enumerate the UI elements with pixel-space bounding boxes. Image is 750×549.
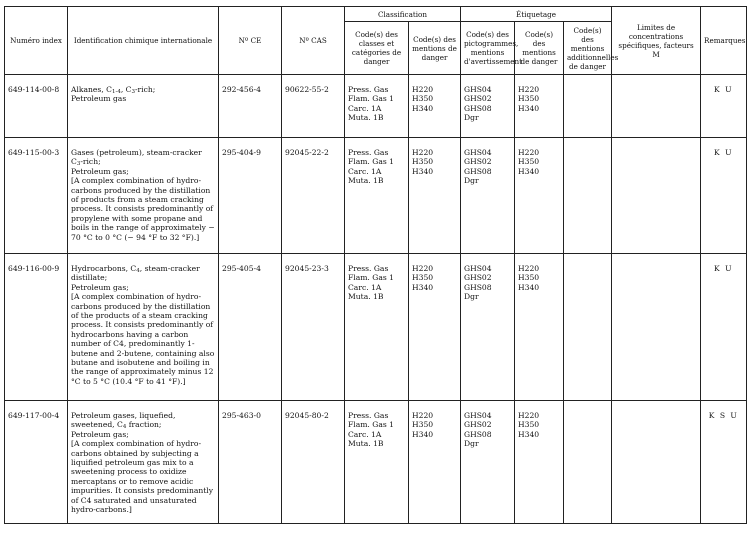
index-number: 649-115-00-3: [5, 138, 68, 254]
cas-number: 92045-23-3: [282, 254, 345, 401]
label-hazard-codes: H220 H350 H340: [515, 401, 564, 524]
hazard-class-codes: Press. Gas Flam. Gas 1 Carc. 1A Muta. 1B: [345, 75, 409, 138]
header-remarks: Remarques: [701, 7, 747, 75]
label-hazard-codes: H220 H350 H340: [515, 75, 564, 138]
pictogram-codes: GHS04 GHS02 GHS08 Dgr: [461, 138, 515, 254]
header-cas-number: Nº CAS: [282, 7, 345, 75]
hazard-class-codes: Press. Gas Flam. Gas 1 Carc. 1A Muta. 1B: [345, 401, 409, 524]
header-index: Numéro index: [5, 7, 68, 75]
header-identification: Identification chimique internationale: [68, 7, 219, 75]
hazard-statement-codes: H220 H350 H340: [409, 75, 461, 138]
cas-number: 92045-22-2: [282, 138, 345, 254]
chemical-identification: Alkanes, $C_{1-4}$, $C_3$-rich; Petroleum gas: [68, 75, 219, 138]
hazard-statement-codes: H220 H350 H340: [409, 138, 461, 254]
remarks: K U: [701, 254, 747, 401]
pictogram-codes: GHS04 GHS02 GHS08 Dgr: [461, 254, 515, 401]
header-labelling-group: Étiquetage: [461, 7, 612, 22]
supplementary-codes: [564, 401, 612, 524]
supplementary-codes: [564, 254, 612, 401]
substance-table: [4, 6, 747, 524]
chemical-identification: Hydrocarbons, $C_4$, steam-cracker distillate; Petroleum gas; [A complex combination of hydro-carbons produced by the distillation of the products of a steam cracking process. It consists predominantly of hydrocarbons having a carbon number of C4, predominantly 1-butene and 2-butene, containing also butane and isobutene and boiling in the range of approximately minus 12 °C to 5 °C (10.4 °F to 41 °F).]: [68, 254, 219, 401]
label-hazard-codes: H220 H350 H340: [515, 138, 564, 254]
table-row: [5, 75, 747, 138]
ec-number: 292-456-4: [219, 75, 282, 138]
label-hazard-codes: H220 H350 H340: [515, 254, 564, 401]
cas-number: 92045-80-2: [282, 401, 345, 524]
pictogram-codes: GHS04 GHS02 GHS08 Dgr: [461, 75, 515, 138]
header-pictogram-codes: Code(s) des pictogrammes, mentions d'avertissement: [461, 22, 515, 75]
table-row: [5, 254, 747, 401]
concentration-limits: [612, 254, 701, 401]
hazard-statement-codes: H220 H350 H340: [409, 254, 461, 401]
header-concentration-limits: Limites de concentrations spécifiques, facteurs M: [612, 7, 701, 75]
chemical-identification: Gases (petroleum), steam-cracker $C_3$-rich; Petroleum gas; [A complex combination of hydro-carbons produced by the distillation of products from a steam cracking process. It consists predominantly of propylene with some propane and boils in the range of approximately − 70 °C to 0 °C (− 94 °F to 32 °F).]: [68, 138, 219, 254]
cas-number: 90622-55-2: [282, 75, 345, 138]
header-classification-group: Classification: [345, 7, 461, 22]
supplementary-codes: [564, 75, 612, 138]
header-ec-number: Nº CE: [219, 7, 282, 75]
ec-number: 295-404-9: [219, 138, 282, 254]
remarks: K S U: [701, 401, 747, 524]
header-supplementary-codes: Code(s) des mentions additionnelles de danger: [564, 22, 612, 75]
header-hazard-statement-codes: Code(s) des mentions de danger: [409, 22, 461, 75]
table-row: [5, 138, 747, 254]
hazard-statement-codes: H220 H350 H340: [409, 401, 461, 524]
index-number: 649-116-00-9: [5, 254, 68, 401]
table-header-group-row: [5, 7, 747, 22]
index-number: 649-117-00-4: [5, 401, 68, 524]
pictogram-codes: GHS04 GHS02 GHS08 Dgr: [461, 401, 515, 524]
chemical-identification: Petroleum gases, liquefied, sweetened, $C_4$ fraction; Petroleum gas; [A complex combination of hydro-carbons obtained by subjecting a liquified petroleum gas mix to a sweetening process to oxidize mercaptans or to remove acidic impurities. It consists predominantly of C4 saturated and unsaturated hydro-carbons.]: [68, 401, 219, 524]
ec-number: 295-463-0: [219, 401, 282, 524]
ec-number: 295-405-4: [219, 254, 282, 401]
concentration-limits: [612, 401, 701, 524]
concentration-limits: [612, 138, 701, 254]
remarks: K U: [701, 138, 747, 254]
concentration-limits: [612, 75, 701, 138]
hazard-class-codes: Press. Gas Flam. Gas 1 Carc. 1A Muta. 1B: [345, 138, 409, 254]
hazard-class-codes: Press. Gas Flam. Gas 1 Carc. 1A Muta. 1B: [345, 254, 409, 401]
supplementary-codes: [564, 138, 612, 254]
remarks: K U: [701, 75, 747, 138]
header-label-hazard-codes: Code(s) des mentions de danger: [515, 22, 564, 75]
index-number: 649-114-00-8: [5, 75, 68, 138]
table-row: [5, 401, 747, 524]
header-hazard-class-codes: Code(s) des classes et catégories de danger: [345, 22, 409, 75]
